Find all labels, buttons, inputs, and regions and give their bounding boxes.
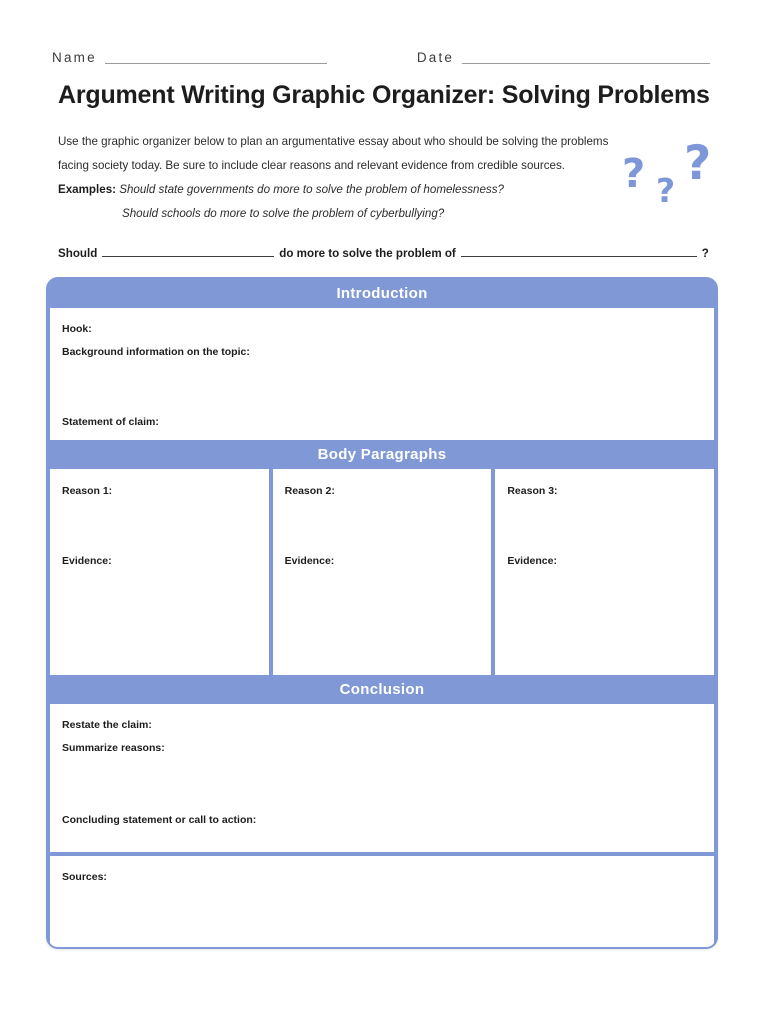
topic-prompt-line (58, 247, 710, 260)
field-label-evidence-1: Evidence: (62, 555, 112, 567)
field-label-statement-of-claim: Statement of claim: (62, 416, 159, 428)
instructions-block (58, 130, 678, 226)
field-label-reason-3: Reason 3: (507, 485, 558, 497)
prompt-middle-label: do more to solve the problem of (279, 247, 456, 260)
prompt-question-mark: ? (701, 247, 709, 260)
field-label-concluding-statement: Concluding statement or call to action: (62, 814, 257, 826)
section-header-introduction: Introduction (48, 279, 716, 308)
example-text-2: Should schools do more to solve the problem of cyberbullying? (122, 207, 445, 220)
name-label: Name (52, 49, 97, 65)
name-date-row (52, 44, 716, 66)
question-mark-icon: ? (656, 171, 676, 210)
date-input-line[interactable] (462, 62, 710, 64)
field-label-reason-1: Reason 1: (62, 485, 113, 497)
examples-label: Examples: (58, 183, 116, 196)
section-header-conclusion: Conclusion (48, 675, 716, 704)
introduction-panel[interactable] (50, 308, 714, 440)
instructions-line-2: facing society today. Be sure to include clear reasons and relevant evidence from credible sources. (58, 159, 565, 172)
conclusion-panel[interactable] (50, 704, 714, 852)
sources-panel[interactable] (50, 856, 714, 947)
prompt-subject-blank[interactable] (102, 255, 274, 257)
field-label-sources: Sources: (62, 871, 107, 883)
question-mark-icon: ? (684, 136, 712, 191)
question-mark-icon: ? (622, 151, 646, 197)
page-title: Argument Writing Graphic Organizer: Solving Problems (58, 81, 710, 109)
graphic-organizer (46, 277, 718, 949)
date-label: Date (416, 49, 455, 65)
field-label-summarize-reasons: Summarize reasons: (62, 742, 165, 754)
prompt-should-label: Should (58, 247, 98, 260)
field-label-evidence-2: Evidence: (284, 555, 335, 567)
field-label-hook: Hook: (62, 323, 92, 335)
examples-line-2 (58, 202, 678, 226)
body-column-2[interactable] (273, 469, 492, 675)
field-label-evidence-3: Evidence: (507, 555, 557, 567)
name-input-line[interactable] (105, 62, 327, 64)
examples-line-1 (58, 178, 678, 202)
instructions-line-1: Use the graphic organizer below to plan an argumentative essay about who should be solving the problems (58, 135, 609, 148)
body-column-3[interactable] (495, 469, 714, 675)
section-header-body-paragraphs: Body Paragraphs (48, 440, 716, 469)
prompt-problem-blank[interactable] (461, 255, 697, 257)
example-text-1: Should state governments do more to solve the problem of homelessness? (119, 183, 504, 196)
field-label-background: Background information on the topic: (62, 346, 250, 358)
field-label-reason-2: Reason 2: (284, 485, 335, 497)
body-paragraphs-row (48, 469, 716, 675)
field-label-restate-claim: Restate the claim: (62, 719, 152, 731)
body-column-1[interactable] (50, 469, 269, 675)
